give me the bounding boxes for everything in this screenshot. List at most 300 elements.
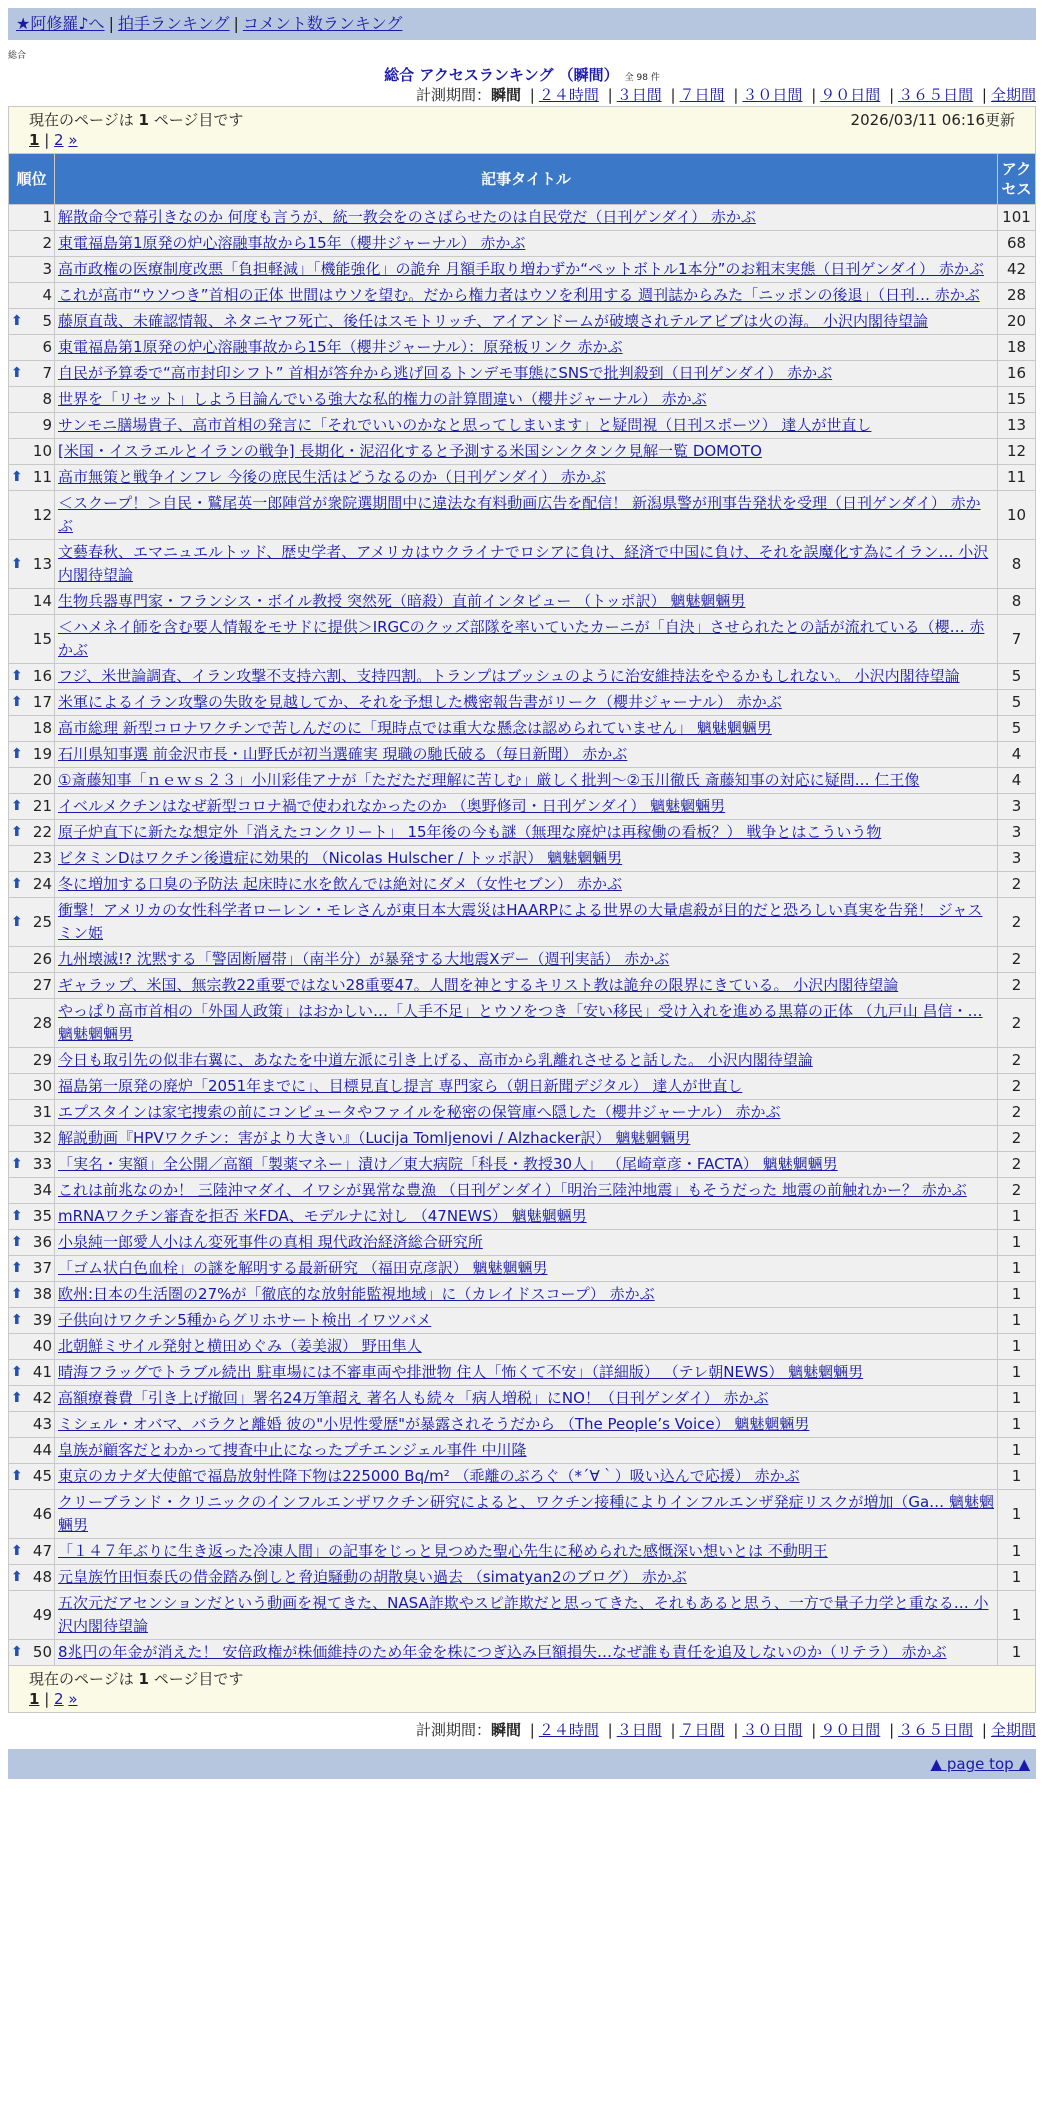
period-label: 計測期間：: [415, 86, 491, 104]
article-link[interactable]: イベルメクチンはなぜ新型コロナ禍で使われなかったのか （奥野修司・日刊ゲンダイ） 魑魅魍魎男: [58, 797, 726, 815]
period-current: 瞬間: [490, 1721, 521, 1739]
rank-cell: [9, 1074, 55, 1100]
article-link[interactable]: 世界を「リセット」しよう目論んでいる強大な私的権力の計算間違い（櫻井ジャーナル） 赤かぶ: [58, 390, 707, 408]
rank-cell: [9, 1230, 55, 1256]
title-cell: [55, 1230, 998, 1256]
table-row: [9, 1204, 1036, 1230]
title-cell: [55, 1565, 998, 1591]
rank-cell: [9, 1100, 55, 1126]
access-count: 5: [998, 716, 1036, 742]
nav-link-clap-ranking[interactable]: 拍手ランキング: [117, 14, 230, 33]
table-row: [9, 820, 1036, 846]
rank-cell: [9, 1282, 55, 1308]
access-count: 8: [998, 540, 1036, 589]
rank-number: 37: [32, 1259, 52, 1277]
page-title-text: 総合 アクセスランキング （瞬間）: [384, 66, 619, 84]
article-link[interactable]: 東電福島第1原発の炉心溶融事故から15年（櫻井ジャーナル） 赤かぶ: [58, 234, 526, 252]
table-row: [9, 898, 1036, 947]
up-arrow-icon: ⬆: [11, 824, 23, 840]
page-link-2[interactable]: 2: [54, 131, 64, 149]
table-row: [9, 794, 1036, 820]
article-link[interactable]: mRNAワクチン審査を拒否 米FDA、モデルナに対し （47NEWS） 魑魅魍魎男: [58, 1207, 587, 1225]
up-arrow-icon: ⬆: [11, 313, 23, 329]
rank-number: 48: [32, 1568, 52, 1586]
title-cell: [55, 491, 998, 540]
page-info-current: 1: [138, 1670, 149, 1688]
period-link-all[interactable]: 全期間: [990, 1721, 1036, 1739]
rank-cell: [9, 1204, 55, 1230]
article-link[interactable]: 衝撃！アメリカの女性科学者ローレン・モレさんが東日本大震災はHAARPによる世界の大量虐殺が目的だと恐ろしい真実を告発！ ジャスミン姫: [58, 901, 983, 942]
rank-cell: [9, 361, 55, 387]
page-info-prefix: 現在のページは: [29, 111, 134, 129]
rank-cell: [9, 846, 55, 872]
article-link[interactable]: 高市無策と戦争インフレ 今後の庶民生活はどうなるのか（日刊ゲンダイ） 赤かぶ: [58, 468, 606, 486]
table-row: [9, 1591, 1036, 1640]
table-row: [9, 1230, 1036, 1256]
table-row: [9, 1640, 1036, 1666]
rank-cell: [9, 1438, 55, 1464]
access-count: 42: [998, 257, 1036, 283]
rank-cell: [9, 1386, 55, 1412]
page-current-1: 1: [29, 131, 40, 149]
up-arrow-icon: ⬆: [11, 694, 23, 710]
article-link[interactable]: 米軍によるイラン攻撃の失敗を見越してか、それを予想した機密報告書がリーク（櫻井ジャーナル） 赤かぶ: [58, 693, 782, 711]
access-count: 5: [998, 690, 1036, 716]
col-header-title: 記事タイトル: [55, 154, 998, 205]
title-cell: [55, 1256, 998, 1282]
article-link[interactable]: [米国・イスラエルとイランの戦争] 長期化・泥沼化すると予測する米国シンクタンク見解一覧 DOMOTO: [58, 442, 762, 460]
rank-cell: [9, 257, 55, 283]
rank-number: 9: [42, 416, 52, 434]
article-link[interactable]: 東電福島第1原発の炉心溶融事故から15年（櫻井ジャーナル）：原発板リンク 赤かぶ: [58, 338, 623, 356]
table-row: [9, 335, 1036, 361]
table-row: [9, 973, 1036, 999]
rank-number: 25: [32, 912, 52, 931]
table-row: [9, 1152, 1036, 1178]
article-link[interactable]: 文藝春秋、エマニュエルトッド、歴史学者、アメリカはウクライナでロシアに負け、経済で中国に負け、それを誤魔化す為にイラン… 小沢内閣待望論: [58, 543, 989, 584]
rank-number: 22: [32, 823, 52, 841]
article-link[interactable]: フジ、米世論調査、イラン攻撃不支持六割、支持四割。トランプはブッシュのように治安維持法をやるかもしれない。 小沢内閣待望論: [58, 667, 960, 685]
access-count: 1: [998, 1640, 1036, 1666]
article-link[interactable]: 福島第一原発の廃炉「2051年までに」、目標見直し提言 専門家ら（朝日新聞デジタル） 達人が世直し: [58, 1077, 743, 1095]
title-cell: [55, 973, 998, 999]
nav-link-asyura[interactable]: ★阿修羅♪へ: [16, 14, 105, 33]
up-arrow-icon: ⬆: [11, 555, 23, 572]
period-link-24h[interactable]: ２４時間: [538, 1721, 599, 1739]
updated-time: 2026/03/11 06:16更新: [850, 111, 1015, 129]
table-row: [9, 413, 1036, 439]
title-cell: [55, 615, 998, 664]
up-arrow-icon: ⬆: [11, 1543, 23, 1559]
rank-cell: [9, 1360, 55, 1386]
title-cell: [55, 283, 998, 309]
rank-number: 16: [32, 667, 52, 685]
period-link-7d[interactable]: ７日間: [679, 1721, 725, 1739]
table-row: [9, 283, 1036, 309]
rank-number: 41: [32, 1363, 52, 1381]
rank-cell: [9, 589, 55, 615]
title-cell: [55, 413, 998, 439]
rank-cell: [9, 1178, 55, 1204]
up-arrow-icon: ⬆: [11, 1234, 23, 1250]
rank-number: 27: [32, 976, 52, 994]
access-count: 18: [998, 335, 1036, 361]
table-row: [9, 1539, 1036, 1565]
rank-cell: [9, 1048, 55, 1074]
rank-number: 50: [32, 1643, 52, 1661]
rank-number: 12: [32, 505, 52, 524]
nav-link-comment-ranking[interactable]: コメント数ランキング: [242, 14, 403, 33]
rank-number: 10: [32, 442, 52, 460]
table-row: [9, 947, 1036, 973]
period-link-365d[interactable]: ３６５日間: [898, 1721, 974, 1739]
title-cell: [55, 205, 998, 231]
up-arrow-icon: ⬆: [11, 668, 23, 684]
article-link[interactable]: 「ゴム状白色血栓」の謎を解明する最新研究 （福田克彦訳） 魑魅魍魎男: [58, 1259, 548, 1277]
rank-cell: [9, 1256, 55, 1282]
period-link-3d[interactable]: ３日間: [616, 1721, 662, 1739]
access-count: 10: [998, 491, 1036, 540]
rank-number: 4: [42, 286, 52, 304]
page-info-current: 1: [138, 111, 149, 129]
access-count: 1: [998, 1230, 1036, 1256]
ranking-rows: [9, 205, 1036, 1666]
rank-cell: [9, 690, 55, 716]
title-cell: [55, 1204, 998, 1230]
rank-cell: [9, 465, 55, 491]
article-link[interactable]: ビタミンDはワクチン後遺症に効果的 （Nicolas Hulscher / トッポ訳） 魑魅魍魎男: [58, 849, 623, 867]
title-cell: [55, 231, 998, 257]
article-link[interactable]: ＜スクープ！＞自民・鷲尾英一郎陣営が衆院選期間中に違法な有料動画広告を配信！ 新潟県警が刑事告発状を受理（日刊ゲンダイ） 赤かぶ: [58, 494, 981, 535]
title-cell: [55, 820, 998, 846]
rank-cell: [9, 1539, 55, 1565]
table-row: [9, 742, 1036, 768]
table-row: [9, 1178, 1036, 1204]
rank-number: 2: [42, 234, 52, 252]
article-link[interactable]: 北朝鮮ミサイル発射と横田めぐみ（姜美淑） 野田隼人: [58, 1337, 422, 1355]
title-cell: [55, 794, 998, 820]
article-link[interactable]: 東京のカナダ大使館で福島放射性降下物は225000 Bq/m² （乖離のぶろぐ（*´∀｀）吸い込んで応援） 赤かぶ: [58, 1467, 800, 1485]
article-link[interactable]: 高市政権の医療制度改悪「負担軽減」「機能強化」の詭弁 月額手取り増わずか“ペットボトル1本分”のお粗末実態（日刊ゲンダイ） 赤かぶ: [58, 260, 984, 278]
table-row: [9, 1334, 1036, 1360]
period-link-365d[interactable]: ３６５日間: [898, 86, 974, 104]
rank-cell: [9, 335, 55, 361]
article-link[interactable]: 8兆円の年金が消えた！ 安倍政権が株価維持のため年金を株につぎ込み巨額損失…なぜ誰も責任を追及しないのか（リテラ） 赤かぶ: [58, 1643, 947, 1661]
rank-number: 5: [42, 312, 52, 330]
rank-number: 3: [42, 260, 52, 278]
period-link-3d[interactable]: ３日間: [616, 86, 662, 104]
access-count: 2: [998, 973, 1036, 999]
up-arrow-icon: ⬆: [11, 1286, 23, 1302]
rank-cell: [9, 768, 55, 794]
access-count: 12: [998, 439, 1036, 465]
page-info-top: [9, 107, 1036, 154]
title-cell: [55, 664, 998, 690]
access-count: 1: [998, 1256, 1036, 1282]
rank-number: 14: [32, 592, 52, 610]
access-count: 13: [998, 413, 1036, 439]
table-row: [9, 846, 1036, 872]
period-link-90d[interactable]: ９０日間: [820, 86, 881, 104]
up-arrow-icon: ⬆: [11, 1260, 23, 1276]
title-cell: [55, 257, 998, 283]
page-next-link[interactable]: »: [68, 131, 78, 149]
table-row: [9, 361, 1036, 387]
title-cell: [55, 742, 998, 768]
title-cell: [55, 1539, 998, 1565]
rank-cell: [9, 1412, 55, 1438]
table-row: [9, 1490, 1036, 1539]
rank-number: 29: [32, 1051, 52, 1069]
rank-number: 8: [42, 390, 52, 408]
rank-number: 31: [32, 1103, 52, 1121]
article-link[interactable]: 高市総理 新型コロナワクチンで苦しんだのに「現時点では重大な懸念は認められていません」 魑魅魍魎男: [58, 719, 772, 737]
ranking-table: [8, 106, 1036, 1713]
rank-cell: [9, 794, 55, 820]
period-selector-top: 計測期間：瞬間 | ２４時間 | ３日間 | ７日間 | ３０日間 | ９０日間 | ３６５日間 | 全期間: [415, 86, 1036, 104]
article-link[interactable]: やっぱり高市首相の「外国人政策」はおかしい…「人手不足」とウソをつき「安い移民」受け入れを進める黒幕の正体 （九戸山 昌信・… 魑魅魍魎男: [58, 1002, 983, 1043]
article-link[interactable]: 原子炉直下に新たな想定外「消えたコンクリート」 15年後の今も謎（無理な廃炉は再稼働の看板？） 戦争とはこういう物: [58, 823, 882, 841]
article-link[interactable]: 皇族が顧客だとわかって捜査中止になったプチエンジェル事件 中川隆: [58, 1441, 527, 1459]
table-row: [9, 690, 1036, 716]
rank-number: 45: [32, 1467, 52, 1485]
rank-number: 18: [32, 719, 52, 737]
up-arrow-icon: ⬆: [11, 365, 23, 381]
access-count: 2: [998, 947, 1036, 973]
title-cell: [55, 589, 998, 615]
page-info-bottom: [9, 1666, 1036, 1713]
article-link[interactable]: 九州壊滅!? 沈黙する「警固断層帯」（南半分）が暴発する大地震Xデー（週刊実話） 赤かぶ: [58, 950, 670, 968]
title-cell: [55, 361, 998, 387]
rank-number: 47: [32, 1542, 52, 1560]
period-link-90d[interactable]: ９０日間: [820, 1721, 881, 1739]
article-link[interactable]: ①斎藤知事「ｎｅｗｓ２３」小川彩佳アナが「ただただ理解に苦しむ」厳しく批判〜②玉川徹氏 斎藤知事の対応に疑問… 仁王像: [58, 771, 920, 789]
rank-number: 42: [32, 1389, 52, 1407]
title-cell: [55, 1308, 998, 1334]
rank-number: 19: [32, 745, 52, 763]
title-cell: [55, 309, 998, 335]
article-link[interactable]: 生物兵器専門家・フランシス・ボイル教授 突然死（暗殺）直前インタビュー （トッポ訳） 魑魅魍魎男: [58, 592, 746, 610]
pagination-top: 1 | 2 »: [29, 131, 78, 149]
access-count: 3: [998, 846, 1036, 872]
access-count: 2: [998, 898, 1036, 947]
rank-number: 26: [32, 950, 52, 968]
table-row: [9, 1412, 1036, 1438]
title-cell: [55, 1048, 998, 1074]
up-arrow-icon: ⬆: [11, 1156, 23, 1172]
article-link[interactable]: 今日も取引先の似非右翼に、あなたを中道左派に引き上げる、高市から乳離れさせると話した。 小沢内閣待望論: [58, 1051, 813, 1069]
rank-cell: [9, 999, 55, 1048]
table-row: [9, 439, 1036, 465]
title-cell: [55, 1591, 998, 1640]
table-row: [9, 1308, 1036, 1334]
page-link-2[interactable]: 2: [54, 1690, 64, 1708]
period-link-30d[interactable]: ３０日間: [742, 86, 803, 104]
page-title: [8, 64, 1036, 84]
table-row: [9, 1565, 1036, 1591]
article-link[interactable]: 解説動画『HPVワクチン：害がより大きい』（Lucija Tomljenovi / Alzhacker訳） 魑魅魍魎男: [58, 1129, 691, 1147]
table-row: [9, 540, 1036, 589]
article-link[interactable]: 藤原直哉、未確認情報、ネタニヤフ死亡、後任はスモトリッチ、アイアンドームが破壊されテルアビブは火の海。 小沢内閣待望論: [58, 312, 928, 330]
rank-cell: [9, 1490, 55, 1539]
page-info-suffix: ページ目です: [153, 1670, 244, 1688]
article-link[interactable]: 晴海フラッグでトラブル続出 駐車場には不審車両や排泄物 住人「怖くて不安」（詳細版） （テレ朝NEWS） 魑魅魍魎男: [58, 1363, 864, 1381]
article-link[interactable]: ギャラップ、米国、無宗教22重要ではない28重要47。人間を神とするキリスト教は詭弁の限界にきている。 小沢内閣待望論: [58, 976, 899, 994]
rank-cell: [9, 615, 55, 664]
article-link[interactable]: 石川県知事選 前金沢市長・山野氏が初当選確実 現職の馳氏破る（毎日新聞） 赤かぶ: [58, 745, 628, 763]
article-link[interactable]: 解散命令で幕引きなのか 何度も言うが、統一教会をのさばらせたのは自民党だ（日刊ゲンダイ） 赤かぶ: [58, 208, 756, 226]
rank-cell: [9, 947, 55, 973]
rank-number: 44: [32, 1441, 52, 1459]
up-arrow-icon: ⬆: [11, 798, 23, 814]
page-top-link[interactable]: ▲ page top ▲: [930, 1755, 1030, 1773]
access-count: 1: [998, 1360, 1036, 1386]
rank-cell: [9, 1565, 55, 1591]
col-header-access: アクセス: [998, 154, 1036, 205]
rank-number: 7: [42, 364, 52, 382]
access-count: 3: [998, 820, 1036, 846]
article-link[interactable]: エプスタインは家宅捜索の前にコンピュータやファイルを秘密の保管庫へ隠した（櫻井ジャーナル） 赤かぶ: [58, 1103, 781, 1121]
title-cell: [55, 846, 998, 872]
top-nav: [8, 8, 1036, 40]
title-cell: [55, 1464, 998, 1490]
rank-number: 13: [32, 554, 52, 573]
rank-number: 36: [32, 1233, 52, 1251]
table-row: [9, 1464, 1036, 1490]
rank-cell: [9, 439, 55, 465]
rank-number: 35: [32, 1207, 52, 1225]
access-count: 1: [998, 1282, 1036, 1308]
period-link-24h[interactable]: ２４時間: [538, 86, 599, 104]
title-cell: [55, 1640, 998, 1666]
rank-cell: [9, 231, 55, 257]
article-link[interactable]: 冬に増加する口臭の予防法 起床時に水を飲んでは絶対にダメ（女性セブン） 赤かぶ: [58, 875, 622, 893]
article-link[interactable]: 自民が予算委で“高市封印シフト” 首相が答弁から逃げ回るトンデモ事態にSNSで批判殺到（日刊ゲンダイ） 赤かぶ: [58, 364, 833, 382]
article-link[interactable]: 子供向けワクチン5種からグリホサート検出 イワツバメ: [58, 1311, 432, 1329]
title-cell: [55, 1412, 998, 1438]
access-count: 2: [998, 999, 1036, 1048]
access-count: 2: [998, 1100, 1036, 1126]
table-row: [9, 231, 1036, 257]
article-link[interactable]: サンモニ膳場貴子、高市首相の発言に「それでいいのかなと思ってしまいます」と疑問視（日刊スポーツ） 達人が世直し: [58, 416, 872, 434]
table-row: [9, 768, 1036, 794]
title-cell: [55, 768, 998, 794]
up-arrow-icon: ⬆: [11, 1208, 23, 1224]
up-arrow-icon: ⬆: [11, 1364, 23, 1380]
rank-number: 21: [32, 797, 52, 815]
rank-cell: [9, 309, 55, 335]
title-cell: [55, 716, 998, 742]
rank-number: 17: [32, 693, 52, 711]
pagination-bottom: 1 | 2 »: [29, 1690, 78, 1708]
access-count: 101: [998, 205, 1036, 231]
rank-cell: [9, 1591, 55, 1640]
table-row: [9, 1074, 1036, 1100]
table-row: [9, 1438, 1036, 1464]
table-row: [9, 664, 1036, 690]
period-link-7d[interactable]: ７日間: [679, 86, 725, 104]
rank-cell: [9, 413, 55, 439]
title-cell: [55, 1126, 998, 1152]
article-link[interactable]: 小泉純一郎愛人小はん変死事件の真相 現代政治経済総合研究所: [58, 1233, 483, 1251]
title-cell: [55, 465, 998, 491]
title-cell: [55, 999, 998, 1048]
access-count: 1: [998, 1539, 1036, 1565]
article-link[interactable]: 高額療養費「引き上げ撤回」署名24万筆超え 著名人も続々「病人増税」にNO！（日刊ゲンダイ） 赤かぶ: [58, 1389, 769, 1407]
table-row: [9, 1126, 1036, 1152]
article-link[interactable]: 「実名・実額」全公開／高額「製薬マネー」漬け／東大病院「科長・教授30人」 （尾崎章彦・FACTA） 魑魅魍魎男: [58, 1155, 838, 1173]
up-arrow-icon: ⬆: [11, 469, 23, 485]
rank-cell: [9, 664, 55, 690]
up-arrow-icon: ⬆: [11, 1390, 23, 1406]
rank-number: 23: [32, 849, 52, 867]
title-cell: [55, 1178, 998, 1204]
access-count: 3: [998, 794, 1036, 820]
rank-cell: [9, 1334, 55, 1360]
table-row: [9, 1282, 1036, 1308]
table-row: [9, 716, 1036, 742]
title-cell: [55, 898, 998, 947]
table-row: [9, 491, 1036, 540]
access-count: 1: [998, 1490, 1036, 1539]
rank-cell: [9, 973, 55, 999]
title-cell: [55, 1334, 998, 1360]
rank-cell: [9, 491, 55, 540]
article-link[interactable]: クリーブランド・クリニックのインフルエンザワクチン研究によると、ワクチン接種によりインフルエンザ発症リスクが増加（Ga… 魑魅魍魎男: [58, 1493, 994, 1534]
nav-separator: |: [108, 14, 114, 33]
article-link[interactable]: これが高市“ウソつき”首相の正体 世間はウソを望む。だから権力者はウソを利用する 週刊誌からみた「ニッポンの後退」（日刊… 赤かぶ: [58, 286, 980, 304]
access-count: 1: [998, 1204, 1036, 1230]
rank-number: 11: [32, 468, 52, 486]
access-count: 1: [998, 1334, 1036, 1360]
article-link[interactable]: ミシェル・オバマ、バラクと離婚 彼の"小児性愛歴"が暴露されそうだから （The People’s Voice） 魑魅魍魎男: [58, 1415, 810, 1433]
col-header-rank: 順位: [9, 154, 55, 205]
rank-number: 20: [32, 771, 52, 789]
article-link[interactable]: 元皇族竹田恒泰氏の借金踏み倒しと脅迫騒動の胡散臭い過去 （simatyan2のブログ） 赤かぶ: [58, 1568, 687, 1586]
rank-number: 32: [32, 1129, 52, 1147]
title-cell: [55, 1386, 998, 1412]
period-label: 計測期間：: [415, 1721, 491, 1739]
access-count: 4: [998, 742, 1036, 768]
up-arrow-icon: ⬆: [11, 1644, 23, 1660]
article-link[interactable]: 欧州:日本の生活圏の27%が「徹底的な放射能監視地域」に（カレイドスコープ） 赤かぶ: [58, 1285, 655, 1303]
title-cell: [55, 690, 998, 716]
page-info-suffix: ページ目です: [153, 111, 244, 129]
article-link[interactable]: これは前兆なのか！ 三陸沖マダイ、イワシが異常な豊漁 （日刊ゲンダイ）「明治三陸沖地震」もそうだった 地震の前触れかー？ 赤かぶ: [58, 1181, 967, 1199]
up-arrow-icon: ⬆: [11, 746, 23, 762]
rank-number: 49: [32, 1605, 52, 1624]
rank-cell: [9, 1126, 55, 1152]
period-link-30d[interactable]: ３０日間: [742, 1721, 803, 1739]
title-cell: [55, 1152, 998, 1178]
period-link-all[interactable]: 全期間: [990, 86, 1036, 104]
article-link[interactable]: ＜ハメネイ師を含む要人情報をモサドに提供＞IRGCのクッズ部隊を率いていたカーニが「自決」させられたとの話が流れている（櫻… 赤かぶ: [58, 618, 985, 659]
table-row: [9, 387, 1036, 413]
access-count: 1: [998, 1464, 1036, 1490]
table-row: [9, 257, 1036, 283]
title-cell: [55, 1438, 998, 1464]
table-row: [9, 1386, 1036, 1412]
access-count: 4: [998, 768, 1036, 794]
rank-number: 15: [32, 629, 52, 648]
article-link[interactable]: 「１４７年ぶりに生き返った冷凍人間」の記事をじっと見つめた聖心先生に秘められた感慨深い想いとは 不動明王: [58, 1542, 828, 1560]
page-next-link[interactable]: »: [68, 1690, 78, 1708]
table-row: [9, 589, 1036, 615]
rank-cell: [9, 1640, 55, 1666]
article-link[interactable]: 五次元だアセンションだという動画を視てきた、NASA詐欺やスピ詐欺だと思ってきた、それもあると思う、一方で量子力学と重なる… 小沢内閣待望論: [58, 1594, 989, 1635]
nav-separator: |: [233, 14, 239, 33]
rank-cell: [9, 898, 55, 947]
